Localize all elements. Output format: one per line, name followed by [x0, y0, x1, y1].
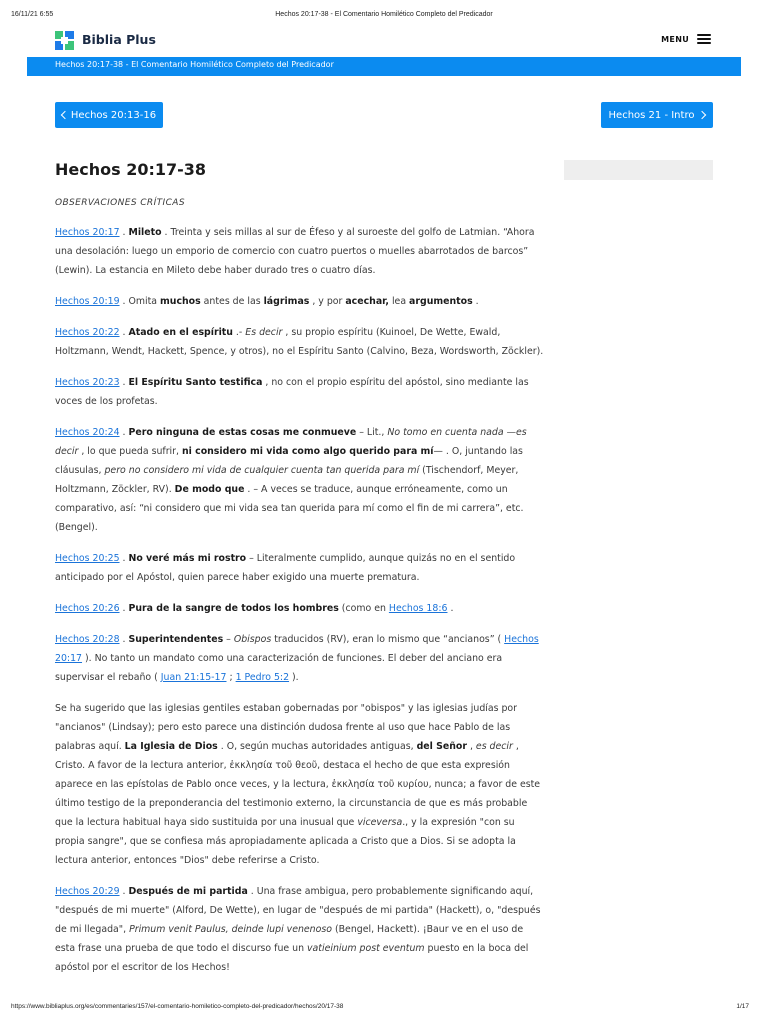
- note-paragraph: [55, 599, 545, 618]
- note-text: – Literalmente cumplido, aunque quizás no en el sentido anticipado por el Apóstol, quien parece haber exigido una muerte prematura.: [55, 553, 516, 583]
- note-text: . Omita: [119, 296, 160, 307]
- page-title: Hechos 20:17-38: [55, 160, 207, 179]
- note-text: .: [119, 227, 129, 238]
- note-term: De modo que: [174, 484, 245, 495]
- note-text: , su propio espíritu (Kuinoel, De Wette, Ewald, Holtzmann, Wendt, Hackett, Spence, y otros), no el Espíritu Santo (Calvino, Beza, Wordsworth, Zöckler).: [55, 327, 544, 357]
- note-paragraph: [55, 373, 545, 411]
- note-text: , y por: [309, 296, 346, 307]
- note-italic: No tomo en cuenta nada —es decir: [55, 427, 527, 457]
- prev-passage-button[interactable]: [55, 102, 163, 128]
- note-italic: Es decir: [245, 327, 283, 338]
- verse-link[interactable]: Juan 21:15-17: [160, 672, 227, 683]
- print-url: https://www.bibliaplus.org/es/commentaries/157/el-comentario-homiletico-completo-del-predicador/hechos/20/17-38: [11, 1003, 344, 1010]
- verse-link[interactable]: Hechos 20:17: [55, 634, 539, 664]
- brand-name[interactable]: Biblia Plus: [82, 32, 156, 47]
- note-text: , lo que pueda sufrir,: [78, 446, 182, 457]
- note-text: ;: [226, 672, 236, 683]
- note-text: antes de las: [200, 296, 264, 307]
- note-text: (Bengel, Hackett). ¡Baur ve en el uso de esta frase una prueba de que todo el discurso fue un: [55, 924, 524, 954]
- note-text: .: [119, 427, 129, 438]
- note-paragraph: [55, 323, 545, 361]
- hamburger-icon: [697, 34, 711, 44]
- note-text: .: [119, 377, 129, 388]
- note-paragraph: [55, 549, 545, 587]
- note-text: . O, según muchas autoridades antiguas,: [217, 741, 417, 752]
- note-term: El Espíritu Santo testifica: [128, 377, 263, 388]
- chevron-left-icon: [61, 111, 69, 119]
- print-page-number: 1/17: [736, 1003, 749, 1010]
- note-term: del Señor: [416, 741, 467, 752]
- biblia-plus-logo-icon[interactable]: [55, 31, 74, 50]
- note-term: Después de mi partida: [128, 886, 248, 897]
- note-term: acechar,: [345, 296, 389, 307]
- note-text: ,: [466, 741, 476, 752]
- note-term: La Iglesia de Dios: [124, 741, 218, 752]
- verse-link[interactable]: Hechos 20:29: [55, 886, 120, 897]
- commentary-body: [55, 194, 545, 989]
- section-heading: OBSERVACIONES CRÍTICAS: [55, 198, 185, 208]
- note-text: Se ha sugerido que las iglesias gentiles estaban gobernadas por "obispos" y las iglesias judías por "ancianos" (Lindsay); pero esto parece una distinción dudosa frente al uso que hace Pablo de las palabras aquí.: [55, 703, 518, 752]
- note-paragraph: [55, 223, 545, 280]
- note-text: ). No tanto un mandato como una caracterización de funciones. El deber del anciano era supervisar el rebaño (: [55, 653, 503, 683]
- note-text: .: [119, 553, 129, 564]
- note-text: – Lit.,: [356, 427, 388, 438]
- note-text: .-: [232, 327, 246, 338]
- note-text: ., y la expresión "con su propia sangre", que se confiesa más apropiadamente aplicada a Cristo que a Dios. Si se adopta la lectura anterior, entonces "Dios" debe referirse a Cristo.: [55, 817, 516, 866]
- note-text: (Tischendorf, Meyer, Holtzmann, Zöckler, RV).: [55, 465, 519, 495]
- note-text: .: [472, 296, 479, 307]
- note-paragraph: [55, 882, 545, 977]
- note-term: No veré más mi rostro: [128, 553, 247, 564]
- note-text: . – A veces se traduce, aunque erróneamente, como un comparativo, así: “ni considero que mi vida sea tan querida para mí como el fin de mi carrera”, etc. (Bengel).: [55, 484, 524, 533]
- note-text: .: [119, 634, 129, 645]
- note-text: . Una frase ambigua, pero probablemente significando aquí, "después de mi muerte" (Alford, De Wette), en lugar de "después de mi partida" (Hackett), o, "después de mi llegada",: [55, 886, 541, 935]
- note-italic: pero no considero mi vida de cualquier cuenta tan querida para mí: [104, 465, 420, 476]
- site-header: [55, 28, 713, 56]
- note-text: — . O, juntando las cláusulas,: [55, 446, 523, 476]
- verse-link[interactable]: Hechos 20:23: [55, 377, 120, 388]
- note-term: muchos: [160, 296, 201, 307]
- note-text: , no con el propio espíritu del apóstol, sino mediante las voces de los profetas.: [55, 377, 529, 407]
- note-text: .: [447, 603, 454, 614]
- print-header: [0, 9, 768, 23]
- note-italic: Primum venit Paulus, deinde lupi venenoso: [129, 924, 332, 935]
- note-text: lea: [388, 296, 410, 307]
- note-paragraph: [55, 292, 545, 311]
- verse-link[interactable]: 1 Pedro 5:2: [235, 672, 290, 683]
- verse-link[interactable]: Hechos 20:24: [55, 427, 120, 438]
- note-term: Pura de la sangre de todos los hombres: [128, 603, 339, 614]
- sidebar-placeholder: [564, 160, 713, 180]
- note-term: Mileto: [128, 227, 162, 238]
- verse-link[interactable]: Hechos 20:19: [55, 296, 120, 307]
- note-term: ni considero mi vida como algo querido para mí: [181, 446, 434, 457]
- breadcrumb[interactable]: Hechos 20:17-38 - El Comentario Homilético Completo del Predicador: [27, 57, 741, 76]
- next-passage-button[interactable]: [601, 102, 713, 128]
- note-term: Atado en el espíritu: [128, 327, 233, 338]
- note-text: .: [119, 603, 129, 614]
- note-italic: vatieinium post eventum: [307, 943, 425, 954]
- verse-link[interactable]: Hechos 20:26: [55, 603, 120, 614]
- note-paragraph: [55, 699, 545, 870]
- verse-link[interactable]: Hechos 20:17: [55, 227, 120, 238]
- note-italic: Obispos: [233, 634, 272, 645]
- note-text: (como en: [338, 603, 389, 614]
- note-italic: viceversa: [357, 817, 403, 828]
- menu-button[interactable]: [661, 34, 711, 44]
- note-term: Superintendentes: [128, 634, 224, 645]
- prev-passage-label: Hechos 20:13-16: [70, 109, 157, 121]
- note-text: –: [223, 634, 234, 645]
- print-title: Hechos 20:17-38 - El Comentario Homilético Completo del Predicador: [275, 11, 493, 18]
- menu-label: MENU: [661, 34, 689, 44]
- next-passage-label: Hechos 21 - Intro: [608, 109, 695, 121]
- note-text: . Treinta y seis millas al sur de Éfeso y al suroeste del golfo de Latmian. “Ahora una desolación: luego un emporio de comercio con cuatro puertos o muelles abarrotados de barcos” (Lewin). La estancia en Mileto debe haber durado tres o cuatro días.: [55, 227, 535, 276]
- note-italic: es decir: [475, 741, 513, 752]
- verse-link[interactable]: Hechos 20:28: [55, 634, 120, 645]
- note-term: Pero ninguna de estas cosas me conmueve: [128, 427, 357, 438]
- verse-link[interactable]: Hechos 20:22: [55, 327, 120, 338]
- print-date: 16/11/21 6:55: [11, 11, 54, 18]
- note-text: puesto en la boca del apóstol por el escritor de los Hechos!: [55, 943, 529, 973]
- note-text: .: [119, 327, 129, 338]
- note-text: ).: [289, 672, 299, 683]
- note-term: lágrimas: [263, 296, 310, 307]
- chevron-right-icon: [698, 111, 706, 119]
- note-text: , Cristo. A favor de la lectura anterior, ἐκκλησία τοῦ θεοῦ, destaca el hecho de que esta expresión aparece en las epístolas de Pablo once veces, y la lectura, ἐκκλησία τοῦ κυρίου, nunca; a favor de este último testigo de la preponderancia del testimonio externo, la circunstancia de que es más probable que la lectura habitual haya sido sustituida por una inusual que: [55, 741, 541, 828]
- note-text: .: [119, 886, 129, 897]
- verse-link[interactable]: Hechos 20:25: [55, 553, 120, 564]
- note-paragraph: [55, 423, 545, 537]
- note-term: argumentos: [409, 296, 473, 307]
- verse-link[interactable]: Hechos 18:6: [388, 603, 448, 614]
- note-text: traducidos (RV), eran lo mismo que “ancianos” (: [271, 634, 505, 645]
- note-paragraph: [55, 630, 545, 687]
